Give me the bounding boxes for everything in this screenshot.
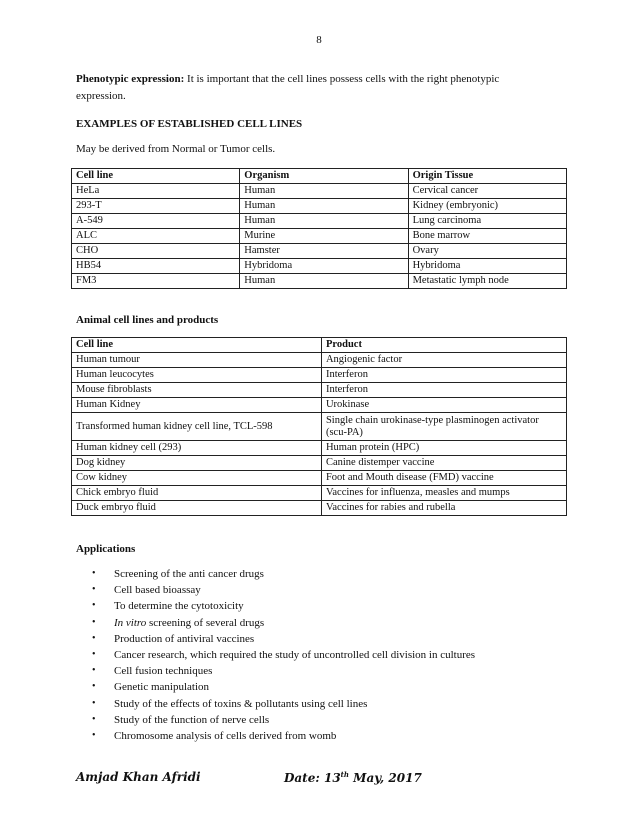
table-cell: Dog kidney [72,456,322,471]
phenotypic-label: Phenotypic expression: [76,73,185,85]
bullet-icon: • [92,616,96,628]
table-cell: Human Kidney [72,398,322,413]
table-cell: Human [240,214,408,229]
table-cell: Human kidney cell (293) [72,441,322,456]
page-number: 8 [316,34,322,46]
header-product: Product [321,338,566,353]
table-cell: Angiogenic factor [321,353,566,368]
derived-text: May be derived from Normal or Tumor cells. [76,143,276,155]
list-item-text: Study of the effects of toxins & pollutants using cell lines [114,697,368,710]
table-row [72,259,567,274]
list-item [76,728,556,744]
table-cell: A-549 [72,214,240,229]
table-row [72,214,567,229]
table-row [72,274,567,289]
table-cell: Human protein (HPC) [321,441,566,456]
bullet-icon: • [92,730,96,742]
table-row [72,413,567,441]
list-item [76,679,556,695]
list-item [76,582,556,598]
table-row [72,244,567,259]
table-cell: Hybridoma [408,259,566,274]
list-item [76,696,556,712]
examples-heading: EXAMPLES OF ESTABLISHED CELL LINES [76,118,303,130]
list-item [76,712,556,728]
footer-date-suffix: May, 2017 [349,771,422,785]
table-cell: Human [240,274,408,289]
bullet-icon: • [92,584,96,596]
table-cell: Kidney (embryonic) [408,199,566,214]
list-item-text: Production of antiviral vaccines [114,632,255,645]
table-cell: Lung carcinoma [408,214,566,229]
table-row [72,368,567,383]
table-cell: Hybridoma [240,259,408,274]
table-row [72,471,567,486]
table-cell: Foot and Mouth disease (FMD) vaccine [321,471,566,486]
phenotypic-text: It is important that the cell lines possess cells with the right phenotypic expression. [76,73,500,102]
table-row [72,486,567,501]
products-heading: Animal cell lines and products [76,314,219,326]
footer-date [284,770,422,785]
table-cell: Vaccines for influenza, measles and mumps [321,486,566,501]
bullet-icon: • [92,568,96,579]
footer-date-sup: th [340,770,349,779]
list-item-text: Screening of the anti cancer drugs [114,568,264,580]
table-row [72,383,567,398]
header-origin-tissue: Origin Tissue [408,169,566,184]
list-item [76,598,556,614]
table-cell: Canine distemper vaccine [321,456,566,471]
bullet-icon: • [92,665,96,677]
list-item-text: To determine the cytotoxicity [114,600,244,613]
table-cell: Mouse fibroblasts [72,383,322,398]
table-cell: Duck embryo fluid [72,501,322,516]
table-cell: Interferon [321,368,566,383]
table-cell: HeLa [72,184,240,199]
table-cell: FM3 [72,274,240,289]
phenotypic-paragraph [76,71,546,105]
table-cell: Human [240,184,408,199]
table-cell: Human leucocytes [72,368,322,383]
bullet-icon: • [92,600,96,612]
table-row [72,441,567,456]
table-cell: Vaccines for rabies and rubella [321,501,566,516]
list-item-text: Cancer research, which required the study of uncontrolled cell division in cultures [114,649,476,662]
header-cell-line: Cell line [72,338,322,353]
table-cell: Cow kidney [72,471,322,486]
bullet-icon: • [92,697,96,709]
table-cell: Urokinase [321,398,566,413]
table-row [72,501,567,516]
bullet-icon: • [92,713,96,725]
table-cell: Transformed human kidney cell line, TCL-598 [72,413,322,441]
list-item [76,631,556,647]
table-row [72,184,567,199]
list-item-text: Genetic manipulation [114,681,209,694]
table-cell: ALC [72,229,240,244]
list-item-text: screening of several drugs [146,616,265,629]
bullet-icon: • [92,632,96,644]
list-item-text: Chromosome analysis of cells derived from womb [114,730,337,743]
applications-heading: Applications [76,543,136,555]
table-cell: CHO [72,244,240,259]
table-cell: Human [240,199,408,214]
header-organism: Organism [240,169,408,184]
table-row [72,456,567,471]
table-cell: HB54 [72,259,240,274]
table-cell: Metastatic lymph node [408,274,566,289]
table-row [72,353,567,368]
cell-lines-table [71,168,567,289]
table-row [72,229,567,244]
list-item [76,615,556,631]
footer-author: Amjad Khan Afridi [76,770,201,784]
table-cell: Cervical cancer [408,184,566,199]
table-cell: 293-T [72,199,240,214]
applications-list [76,566,556,744]
bullet-icon: • [92,681,96,693]
table-header-row [72,169,567,184]
list-item [76,663,556,679]
table-row [72,199,567,214]
table-cell: Ovary [408,244,566,259]
footer-date-prefix: Date: 13 [284,771,341,785]
table-cell: Human tumour [72,353,322,368]
list-item-text: Study of the function of nerve cells [114,713,270,726]
table-cell: Hamster [240,244,408,259]
table-cell: Bone marrow [408,229,566,244]
list-item [76,647,556,663]
products-table [71,337,567,516]
in-vitro-italic: In vitro [114,616,147,629]
list-item-text: Cell based bioassay [114,584,201,597]
table-header-row [72,338,567,353]
bullet-icon: • [92,649,96,661]
table-cell: Murine [240,229,408,244]
list-item [76,566,556,582]
header-cell-line: Cell line [72,169,240,184]
table-cell: Chick embryo fluid [72,486,322,501]
list-item-text: Cell fusion techniques [114,665,213,678]
table-row [72,398,567,413]
table-cell: Interferon [321,383,566,398]
table-cell: Single chain urokinase-type plasminogen activator (scu-PA) [321,413,566,441]
